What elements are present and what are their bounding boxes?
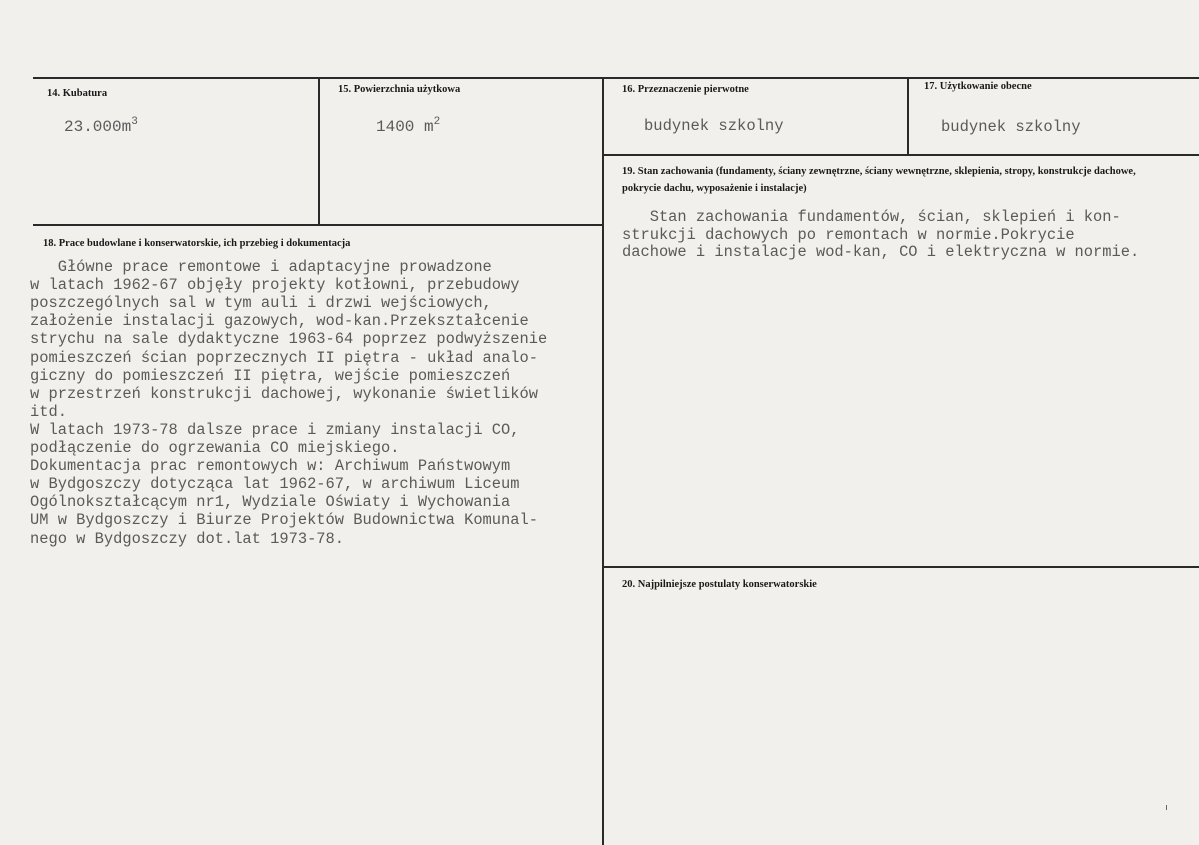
powierzchnia-value: 1400 m [376,118,434,136]
kubatura-unit-exponent: 3 [131,116,138,128]
typed-line: W latach 1973-78 dalsze prace i zmiany instalacji CO, [30,420,520,439]
typed-line: pomieszczeń ścian poprzecznych II piętra - układ analo- [30,348,538,367]
field-18-label: 18. Prace budowlane i konserwatorskie, ich przebieg i dokumentacja [43,238,351,249]
center-divider [602,77,604,845]
field-17-value: budynek szkolny [941,118,1081,136]
divider-16-17 [907,77,909,155]
field-17-label: 17. Użytkowanie obecne [924,81,1032,92]
stray-pen-mark [1166,805,1167,810]
field-16-label: 16. Przeznaczenie pierwotne [622,84,749,95]
field-16-value: budynek szkolny [644,117,784,135]
field-19-label: 19. Stan zachowania (fundamenty, ściany zewnętrzne, ściany wewnętrzne, sklepienia, stropy, konstrukcje dachowe, pokrycie dachu, wyposażenie i instalacje) [622,166,1136,194]
typed-line: założenie instalacji gazowych, wod-kan.Przekształcenie [30,312,529,331]
typed-line: itd. [30,402,67,421]
typed-line: giczny do pomieszczeń II piętra, wejście pomieszczeń [30,366,511,385]
typed-line: dachowe i instalacje wod-kan, CO i elektryczna w normie. [622,243,1140,261]
typed-line: nego w Bydgoszczy dot.lat 1973-78. [30,529,345,548]
field-15-label: 15. Powierzchnia użytkowa [338,84,461,95]
field-15-value [376,116,440,136]
typed-line: w przestrzeń konstrukcji dachowej, wykonanie świetlików [30,384,538,403]
typed-line: Ogólnokształcącym nr1, Wydziale Oświaty i Wychowania [30,493,511,512]
rule-above-18 [33,224,603,226]
powierzchnia-unit-exponent: 2 [433,116,441,128]
field-14-value [64,116,138,136]
field-20-label: 20. Najpilniejsze postulaty konserwatorskie [622,579,817,590]
typed-line: strychu na sale dydaktyczne 1963-64 poprzez podwyższenie [30,330,548,349]
typed-line: Stan zachowania fundamentów, ścian, sklepień i kon- [622,208,1121,226]
top-rule [33,77,1199,79]
kubatura-value: 23.000m [64,118,132,136]
typed-line: Dokumentacja prac remontowych w: Archiwum Państwowym [30,457,511,476]
rule-under-16-17 [604,154,1199,156]
typed-line: Główne prace remontowe i adaptacyjne prowadzone [30,258,492,276]
divider-14-15 [318,77,320,225]
typed-line: UM w Bydgoszczy i Biurze Projektów Budownictwa Komunal- [30,511,538,530]
typed-line: podłączenie do ogrzewania CO miejskiego. [30,439,400,457]
typed-line: strukcji dachowych po remontach w normie.Pokrycie [622,225,1075,244]
typed-line: poszczególnych sal w tym auli i drzwi wejściowych, [30,294,492,313]
typed-line: w latach 1962-67 objęły projekty kotłowni, przebudowy [30,276,520,295]
field-14-label: 14. Kubatura [47,88,108,99]
rule-above-20 [604,566,1199,568]
typed-line: w Bydgoszczy dotycząca lat 1962-67, w archiwum Liceum [30,475,520,494]
